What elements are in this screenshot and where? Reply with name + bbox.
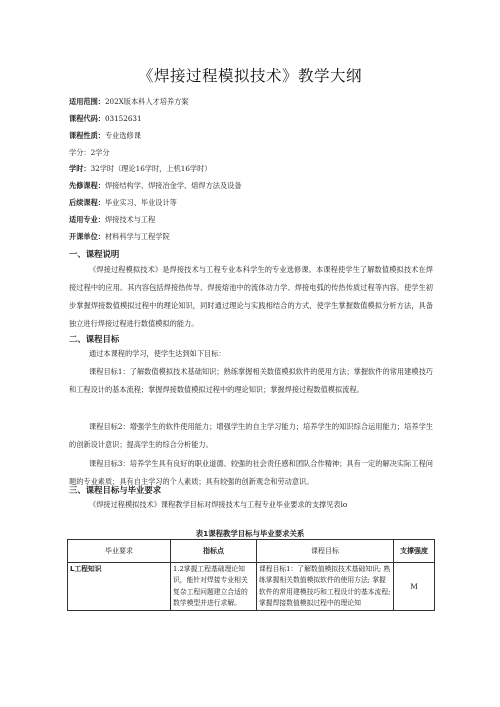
meta-label: 后续课程： bbox=[69, 198, 105, 207]
meta-value: 焊接技术与工程 bbox=[104, 215, 156, 224]
meta-hours bbox=[69, 164, 211, 174]
section-heading-description: 一、课程说明 bbox=[69, 249, 120, 259]
meta-label: 学时： bbox=[69, 164, 91, 173]
meta-value: 32学时（理论16学时，上机16学时） bbox=[90, 164, 212, 173]
cell-strength: M bbox=[394, 563, 435, 611]
meta-credits bbox=[69, 148, 110, 158]
table-caption: 表1课程教学目标与毕业要求关系 bbox=[195, 529, 305, 538]
course-goal-3: 课程目标3：培养学生具有良好的职业道德、较强的社会责任感和团队合作精神；具有一定的解决实际工程问题的专业素质；具有自主学习的个人素质；具有较强的创新观念和劳动意识。 bbox=[69, 459, 433, 486]
meta-label: 先修课程： bbox=[69, 181, 105, 190]
meta-course-code bbox=[69, 114, 142, 124]
goals-requirements-table bbox=[67, 539, 435, 611]
column-header: 毕业要求 bbox=[68, 540, 171, 563]
meta-value: 03152631 bbox=[104, 114, 142, 123]
meta-value: 焊接结构学、焊接冶金学、熔焊方法及设备 bbox=[104, 181, 242, 190]
meta-follow-up bbox=[69, 198, 177, 208]
cell-goal: 课程目标1：了解数值模拟技术基础知识; 熟练掌握相关数值模拟软件的使用方法; 掌握软件的常用建模技巧和工程设计的基本流程; 掌握焊接数值模拟过程中的理论知 bbox=[257, 563, 394, 611]
meta-label: 学分： bbox=[69, 148, 91, 157]
column-header: 课程目标 bbox=[257, 540, 394, 563]
meta-value: 2学分 bbox=[90, 148, 110, 157]
meta-label: 开课单位： bbox=[69, 232, 105, 241]
meta-department bbox=[69, 232, 170, 242]
document-title: 《焊接过程模拟技术》教学大纲 bbox=[137, 67, 362, 85]
section-heading-requirements: 三、课程目标与毕业要求 bbox=[69, 485, 162, 495]
section-heading-goals: 二、课程目标 bbox=[69, 334, 120, 344]
meta-label: 课程性质： bbox=[69, 131, 105, 140]
meta-prerequisites bbox=[69, 181, 242, 191]
table-row bbox=[68, 563, 435, 611]
column-header: 支撑强度 bbox=[394, 540, 435, 563]
meta-value: 毕业实习、毕业设计等 bbox=[104, 198, 177, 207]
meta-label: 适用专业： bbox=[69, 215, 105, 224]
meta-course-type bbox=[69, 131, 141, 141]
requirements-intro: 《焊接过程模拟技术》课程教学目标对焊接技术与工程专业毕业要求的支撑见表lo bbox=[89, 500, 348, 509]
cell-indicator: 1.2掌握工程基础理论知识，能针对焊接专业相关复杂工程问题建立合适的数学模型并进行求解。 bbox=[171, 563, 257, 611]
cell-requirement: L工程知识 bbox=[68, 563, 171, 611]
meta-scope bbox=[69, 97, 188, 107]
course-goal-2: 课程目标2：增强学生的软件使用能力；增强学生的自主学习能力；培养学生的知识综合运用能力；培养学生的创新设计意识；提高学生的综合分析能力。 bbox=[69, 422, 433, 449]
meta-value: 材料科学与工程学院 bbox=[104, 232, 170, 241]
meta-major bbox=[69, 215, 155, 225]
course-goal-1: 课程目标1：了解数值模拟技术基础知识；熟练掌握相关数值模拟软件的使用方法；掌握软件的常用建模技巧和工程设计的基本流程；掌握焊接数值模拟过程中的理论知识；掌握焊接过程数值模拟流程。 bbox=[69, 367, 433, 394]
meta-label: 适用范围： bbox=[69, 97, 105, 106]
table-header-row bbox=[68, 540, 435, 563]
column-header: 指标点 bbox=[171, 540, 257, 563]
meta-value: 专业选修课 bbox=[104, 131, 141, 140]
meta-value: 202X版本科人才培养方案 bbox=[104, 97, 189, 106]
course-description: 《焊接过程模拟技术》是焊接技术与工程专业本科学生的专业选修课。本课程使学生了解数值模拟技术在焊接过程中的应用。其内容包括焊接热传导、焊接熔池中的流体动力学、焊接电弧的传热传质过程等内容。使学生初步掌握焊接数值模拟过程中的理论知识，同时通过理论与实践相结合的方式，使学生掌握数值模拟分析方法，具备独立进行焊接过程进行数值模拟的能力。 bbox=[69, 265, 433, 328]
meta-label: 课程代码： bbox=[69, 114, 105, 123]
goals-intro: 通过本课程的学习，使学生达到如下目标： bbox=[89, 349, 226, 358]
